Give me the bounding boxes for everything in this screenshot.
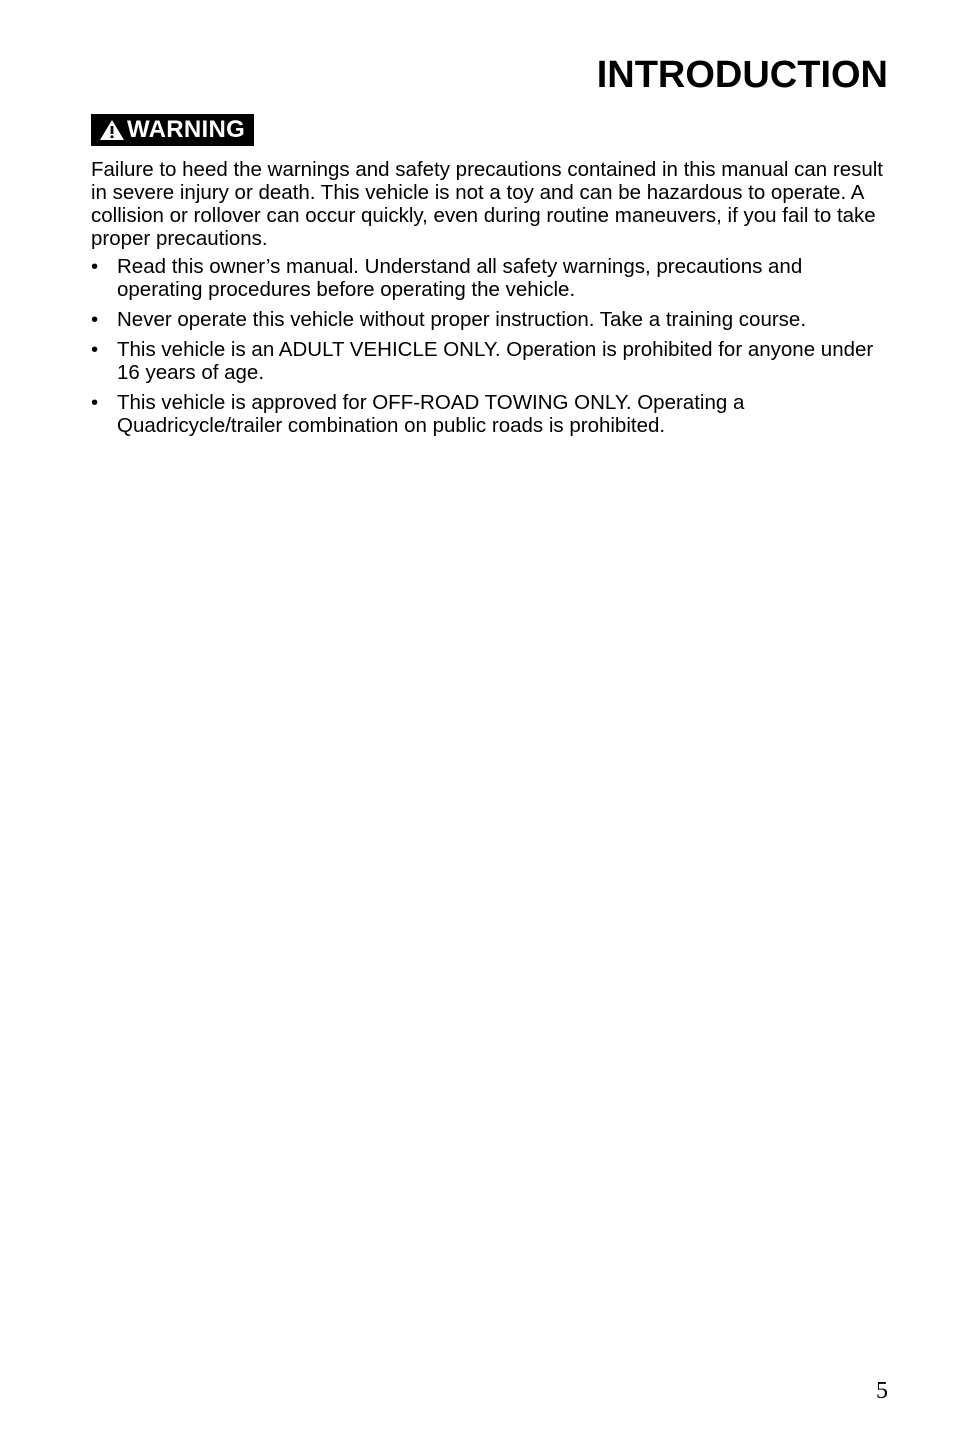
bullet-text: This vehicle is an ADULT VEHICLE ONLY. Operation is prohibited for anyone under 16 years of age. <box>117 338 874 384</box>
bullet-text: This vehicle is approved for OFF-ROAD TOWING ONLY. Operating a Quadricycle/trailer combination on public roads is prohibited. <box>117 391 745 437</box>
warning-triangle-icon <box>99 119 125 141</box>
bullet-item <box>91 338 891 384</box>
bullet-item <box>91 255 891 301</box>
warning-bullet-list <box>91 255 891 444</box>
warning-label: WARNING <box>127 116 246 143</box>
bullet-item <box>91 391 891 437</box>
bullet-mark: • <box>91 391 99 414</box>
section-title: INTRODUCTION <box>596 54 888 96</box>
bullet-text: Never operate this vehicle without proper instruction. Take a training course. <box>117 308 807 331</box>
bullet-mark: • <box>91 338 99 361</box>
warning-paragraph: Failure to heed the warnings and safety precautions contained in this manual can result in severe injury or death. This vehicle is not a toy and can be hazardous to operate. A collision or rollover can occur quickly, even during routine maneuvers, if you fail to take proper precautions. <box>91 158 884 250</box>
warning-badge <box>91 114 254 146</box>
bullet-text: Read this owner’s manual. Understand all safety warnings, precautions and operating procedures before operating the vehicle. <box>117 255 803 301</box>
bullet-mark: • <box>91 308 99 331</box>
page-number: 5 <box>876 1378 888 1404</box>
bullet-item <box>91 308 891 331</box>
bullet-mark: • <box>91 255 99 278</box>
